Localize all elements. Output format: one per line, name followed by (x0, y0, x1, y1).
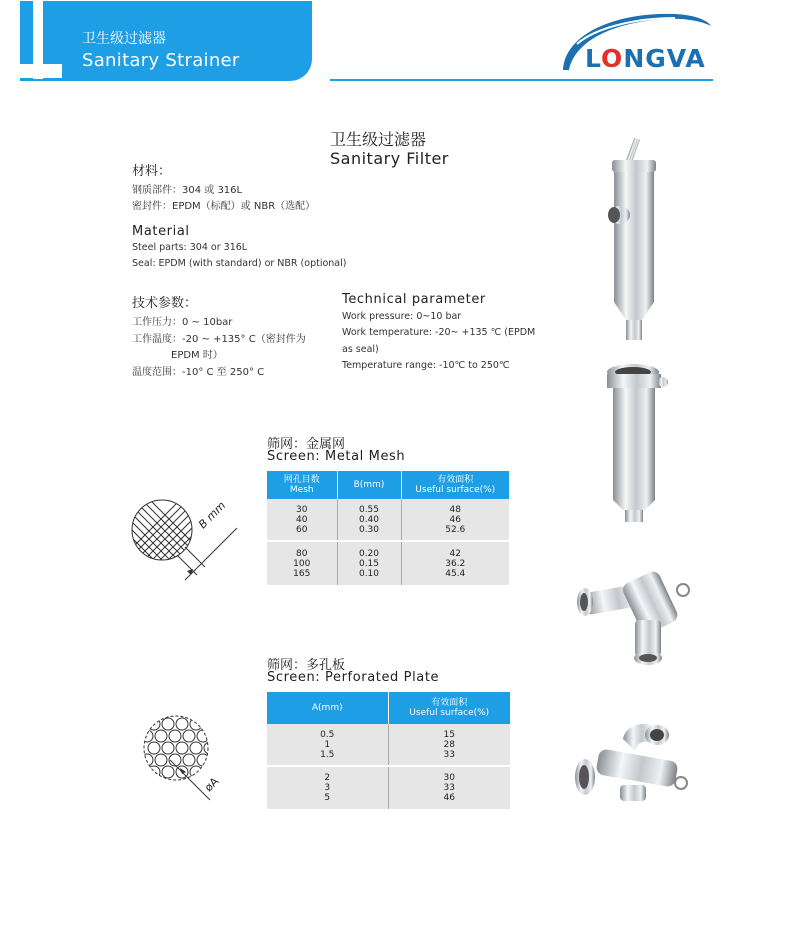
table-row (267, 724, 510, 766)
mesh-col-header: B(mm) (337, 471, 401, 499)
plate-table-header (267, 692, 510, 724)
plate-col-header: 有效面积 Useful surface(%) (388, 692, 510, 724)
plate-heading-en: Screen: Perforated Plate (267, 670, 440, 685)
header-decor-foot (20, 64, 62, 78)
tech-cn-line: 工作压力：0 ~ 10bar (132, 317, 233, 328)
product-title-en: Sanitary Filter (330, 149, 449, 168)
tech-cn-line: EPDM 时） (171, 350, 223, 361)
mesh-table (267, 471, 509, 585)
perforated-plate-diagram-icon (140, 710, 230, 810)
table-row (267, 541, 509, 585)
plate-table (267, 692, 510, 809)
plate-diagram-label: øA (202, 774, 222, 795)
a-cell: 0.5 1 1.5 (267, 724, 388, 766)
strainer-u-type-photo (575, 715, 695, 815)
tech-heading-cn: 技术参数： (132, 296, 198, 311)
mesh-cell: 30 40 60 (267, 499, 337, 541)
mesh-col-header: 网孔目数 Mesh (267, 471, 337, 499)
brand-logo (585, 44, 706, 73)
header-title-en: Sanitary Strainer (82, 50, 240, 71)
material-en-line: Seal: EPDM (with standard) or NBR (optional) (132, 258, 347, 269)
strainer-y-type-photo (575, 560, 695, 670)
b-cell: 0.20 0.15 0.10 (337, 541, 401, 585)
header-title-cn: 卫生级过滤器 (82, 31, 166, 47)
plate-heading-cn: 筛网：多孔板 (267, 658, 346, 673)
tech-heading-en: Technical parameter (342, 292, 486, 307)
tech-cn-line: 工作温度：-20 ~ +135° C（密封件为 (132, 334, 306, 345)
surface-cell: 48 46 52.6 (401, 499, 509, 541)
tech-en-line: Work pressure: 0~10 bar (342, 311, 462, 322)
brand-letter-l: L (585, 44, 602, 73)
mesh-table-header (267, 471, 509, 499)
metal-mesh-diagram-icon (125, 495, 250, 585)
strainer-inline-photo (595, 360, 675, 530)
tech-cn-line: 温度范围：-10° C 至 250° C (132, 367, 265, 378)
surface-cell: 30 33 46 (388, 766, 510, 809)
surface-cell: 42 36.2 45.4 (401, 541, 509, 585)
product-title-cn: 卫生级过滤器 (330, 130, 427, 149)
table-row (267, 766, 510, 809)
table-row (267, 499, 509, 541)
a-cell: 2 3 5 (267, 766, 388, 809)
b-cell: 0.55 0.40 0.30 (337, 499, 401, 541)
tech-en-line: Temperature range: -10℃ to 250℃ (342, 360, 510, 371)
brand-letters: NGVA (623, 44, 706, 73)
material-cn-line: 钢质部件：304 或 316L (132, 185, 243, 196)
material-heading-en: Material (132, 224, 190, 239)
plate-col-header: A(mm) (267, 692, 388, 724)
material-heading-cn: 材料： (132, 164, 172, 179)
material-en-line: Steel parts: 304 or 316L (132, 242, 248, 253)
tech-en-line: as seal) (342, 344, 379, 355)
mesh-heading-cn: 筛网：金属网 (267, 437, 346, 452)
tech-en-line: Work temperature: -20~ +135 ℃ (EPDM (342, 327, 536, 338)
surface-cell: 15 28 33 (388, 724, 510, 766)
mesh-heading-en: Screen: Metal Mesh (267, 449, 406, 464)
mesh-col-header: 有效面积 Useful surface(%) (401, 471, 509, 499)
strainer-angle-photo (590, 130, 670, 350)
gear-icon: O (601, 44, 624, 73)
mesh-cell: 80 100 165 (267, 541, 337, 585)
mesh-diagram-label: B mm (196, 499, 229, 532)
material-cn-line: 密封件：EPDM（标配）或 NBR（选配） (132, 201, 316, 212)
